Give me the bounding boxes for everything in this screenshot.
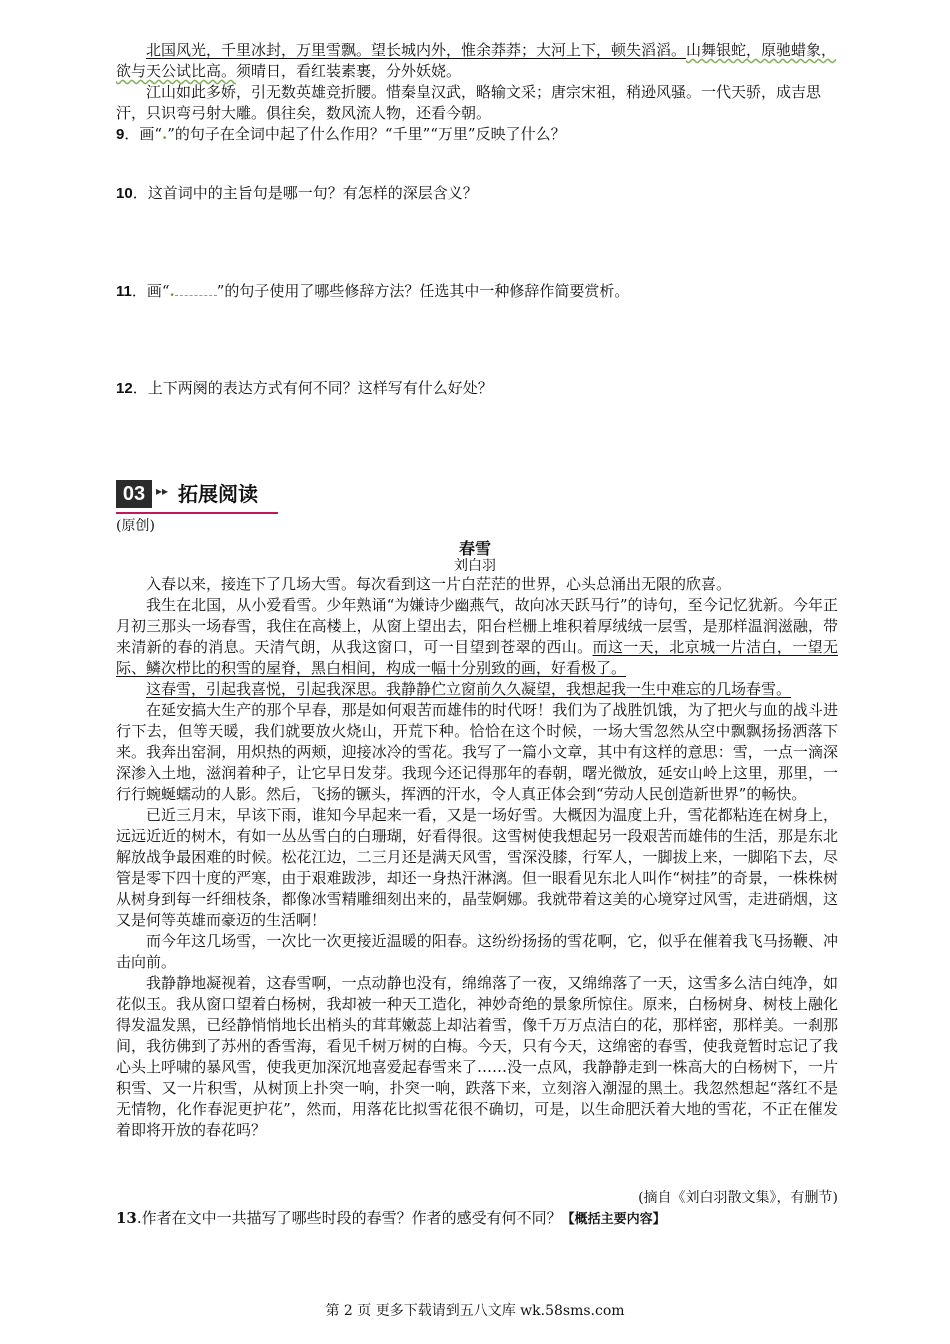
underlined-sentence: 这春雪，引起我喜悦，引起我深思。我静静伫立窗前久久凝望，我想起我一生中难忘的几场春雪。: [146, 680, 792, 698]
question-text: ”的句子使用了哪些修辞方法？任选其中一种修辞作简要赏析。: [216, 282, 630, 300]
article-paragraph: 已近三月末，早该下雨，谁知今早起来一看，又是一场好雪。大概因为温度上升，雪花都粘连在树身上，远远近近的树木，有如一丛丛雪白的白珊瑚，好看得很。这雪树使我想起另一段艰苦而雄伟的生活，那是东北解放战争最困难的时候。松花江边，二三月还是满天风雪，雪深没膝，行军人，一脚拔上来，一脚陷下去，尽管是零下四十度的严寒，由于艰难跋涉，却还一身热汗淋漓。但一眼看见东北人叫作“树挂”的奇景，一株株树从树身到每一纤细枝条，都像冰雪精雕细刻出来的，晶莹婀娜。我就带着这美的心境穿过风雪，走进硝烟，这又是何等英雄而豪迈的生活啊！: [116, 806, 838, 929]
poem-block: [116, 40, 838, 124]
question-text: ．上下两阕的表达方式有何不同？这样写有什么好处？: [132, 379, 493, 397]
article-paragraph: 我静静地凝视着，这春雪啊，一点动静也没有，绵绵落了一夜，又绵绵落了一天，这雪多么洁白纯净，如花似玉。我从窗口望着白杨树，我却被一种天工造化，神妙奇绝的景象所惊住。原来，白杨树身、树枝上融化得发温发黑，已经静悄悄地长出梢头的茸茸嫩蕊上却沾着雪，像千万万点洁白的花，那样密，那样美。一刹那间，我彷佛到了苏州的香雪海，看见千树万树的白梅。今天，只有今天，这绵密的春雪，使我竟暂时忘记了我心头上呼啸的暴风雪，使我更加深沉地喜爱起春雪来了……没一点风，我静静走到一株高大的白杨树下，一片积雪、又一片积雪，从树顶上扑突一响，扑突一响，跌落下来，立刻溶入潮湿的黑土。我忽然想起“落红不是无情物，化作春泥更护花”，然而，用落花比拟雪花很不确切，可是，以生命肥沃着大地的雪花，不正在催发着即将开放的春花吗？: [116, 974, 838, 1139]
poem-plain-line: 须晴日，看红装素裹，分外妖娆。: [236, 62, 462, 80]
question-12: [116, 378, 838, 399]
question-text: ．画“: [131, 282, 170, 300]
question-number: 12: [116, 380, 133, 397]
article-paragraph: 而今年这几场雪，一次比一次更接近温暖的阳春。这纷纷扬扬的雪花啊，它，似乎在催着我飞马扬鞭、冲击向前。: [116, 932, 838, 971]
question-number: 13: [116, 1209, 137, 1227]
question-text: ”的句子在全词中起了什么作用？“千里”“万里”反映了什么？: [167, 125, 566, 143]
underline-marker: .: [162, 125, 168, 143]
question-text: ．画“: [124, 125, 163, 143]
article-paragraph: [116, 679, 838, 700]
question-number: 9: [116, 126, 125, 143]
wavy-marker: .: [169, 282, 175, 300]
origin-note: (原创): [116, 518, 155, 534]
poem-stanza-2: 江山如此多娇，引无数英雄竞折腰。惜秦皇汉武，略输文采；唐宗宋祖，稍逊风骚。一代天骄，成吉思汗，只识弯弓射大雕。俱往矣，数风流人物，还看今朝。: [116, 83, 822, 122]
question-number: 11: [116, 283, 132, 300]
poem-stanza-1: [116, 40, 838, 82]
article-paragraph: [116, 595, 838, 679]
article-paragraph: 在延安搞大生产的那个早春，那是如何艰苦而雄伟的时代呀！我们为了战胜饥饿，为了把火与血的战斗进行下去，但等天暖，我们就要放火烧山，开荒下种。恰恰在这个时候，一场大雪忽然从空中飘飘扬扬洒落下来。我奔出窑洞，用炽热的两颊，迎接冰冷的雪花。我写了一篇小文章，其中有这样的意思：雪，一点一滴深深渗入土地，滋润着种子，让它早日发芽。我现今还记得那年的春朝，曙光微放，延安山岭上这里，那里，一行行蜿蜒蠕动的人影。然后，飞扬的镢头，挥洒的汗水，令人真正体会到“劳动人民创造新世界”的畅快。: [116, 701, 838, 803]
question-number: 10: [116, 185, 133, 202]
source-note: (摘自《刘白羽散文集》，有删节): [638, 1190, 838, 1206]
wavy-blank: [175, 283, 217, 296]
double-arrow-icon: ▸▸: [156, 484, 169, 498]
section-number: 03: [116, 480, 152, 508]
article-title: 春雪: [458, 539, 491, 558]
question-9: [116, 124, 838, 145]
poem-underlined-line: 北国风光，千里冰封，万里雪飘。: [146, 41, 372, 59]
article-body: [116, 574, 838, 1141]
section-title: 拓展阅读: [178, 482, 258, 506]
section-header: [116, 478, 278, 514]
question-10: [116, 183, 838, 204]
question-13: [116, 1208, 838, 1230]
article-author: 刘白羽: [454, 558, 496, 574]
question-text: .作者在文中一共描写了哪些时段的春雪？作者的感受有何不同？: [136, 1209, 562, 1227]
page-footer: 第 2 页 更多下载请到五八文库 wk.58sms.com: [325, 1303, 625, 1319]
paragraph-text: 我生在北国，从小爱看雪。少年熟诵“为嫌诗少幽燕气，故向冰天跃马行”的诗句，至今记忆犹新。今年正月初三那头一场春雪，我住在高楼上，从窗上望出去，阳台栏栅上堆积着厚绒绒一层雪，是那样温润滋融，带来清新的春的消息。天清气朗，从我这窗口，可一目望到苍翠的西山。: [116, 596, 838, 656]
poem-underlined-line-cont: 望长城内外，惟余莽莽；大河上下，顿失滔滔。: [371, 41, 687, 59]
question-tag: 【概括主要内容】: [561, 1212, 666, 1227]
question-11: [116, 281, 838, 302]
underlined-sentence: 而这一天，北京城一片洁白，一望无际、鳞次栉比的积雪的屋脊，黑白相间，构成一幅十分别致的画，好看极了。: [116, 638, 838, 677]
poem-wavy-line: 山舞银蛇，原驰蜡象，欲与天公试比高。: [116, 41, 837, 80]
question-text: ．这首词中的主旨句是哪一句？有怎样的深层含义？: [132, 184, 478, 202]
article-paragraph: 入春以来，接连下了几场大雪。每次看到这一片白茫茫的世界，心头总涌出无限的欣喜。: [146, 575, 732, 593]
